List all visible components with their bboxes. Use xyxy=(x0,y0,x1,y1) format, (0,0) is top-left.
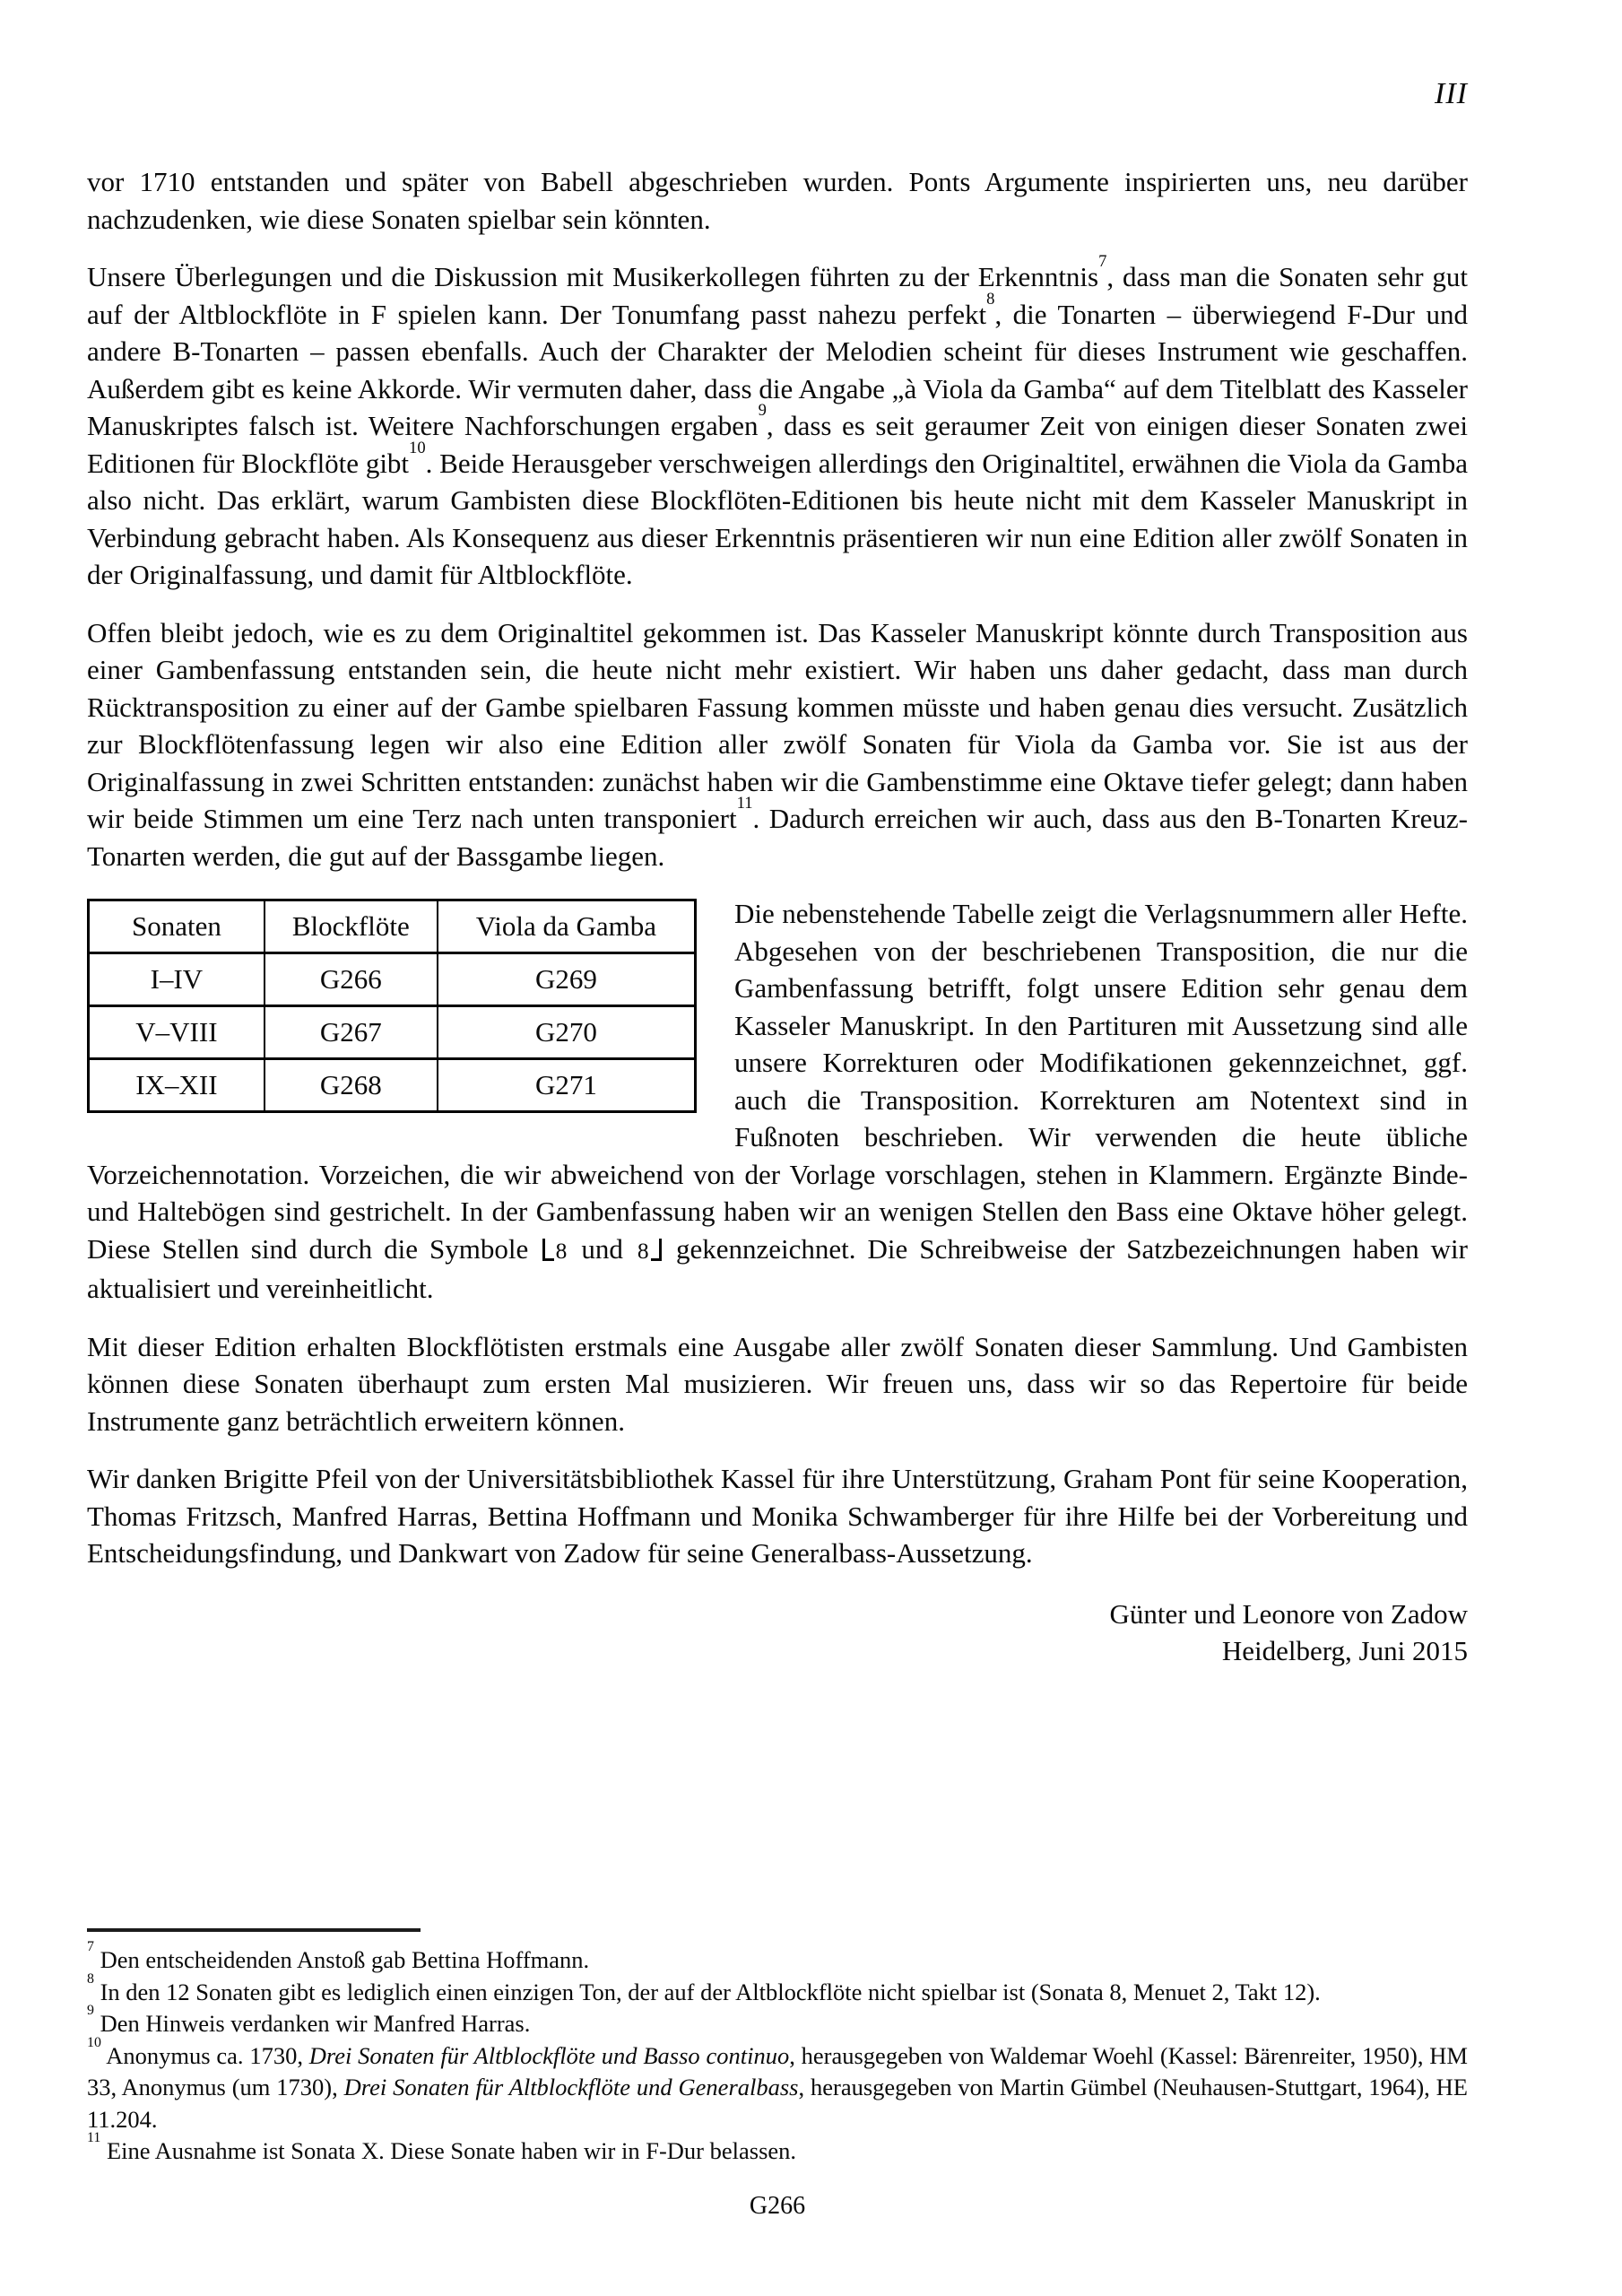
bracket-corner-icon xyxy=(542,1239,553,1261)
footnote-separator-rule xyxy=(87,1928,421,1932)
text-run: Den Hinweis verdanken wir Manfred Harras. xyxy=(100,2010,531,2037)
text-run: Den entscheidenden Anstoß gab Bettina Hoffmann. xyxy=(100,1946,590,1973)
footnote-number: 8 xyxy=(87,1970,94,1987)
paragraph xyxy=(87,252,1469,594)
table-header-cell: Blockflöte xyxy=(265,900,438,953)
text-run: Wir danken Brigitte Pfeil von der Universitätsbibliothek Kassel für ihre Unterstützung, Graham Pont für seine Kooperation, Thomas Fritzsch, Manfred Harras, Bettina Hoffmann und Monika Schwamberger für ihre Hilfe bei der Vorbereitung und Entscheidungsfindung, und Dankwart von Zadow für seine Generalbass-Aussetzung. xyxy=(87,1463,1468,1569)
footnote-reference: 8 xyxy=(986,289,995,309)
footnote-number: 11 xyxy=(87,2130,101,2146)
table-row xyxy=(89,953,696,1006)
table-cell: G266 xyxy=(265,953,438,1006)
bottom-paragraphs xyxy=(87,1328,1468,1572)
text-run: Mit dieser Edition erhalten Blockflötisten erstmals eine Ausgabe aller zwölf Sonaten dieser Sammlung. Und Gambisten können diese Sonaten überhaupt zum ersten Mal musizieren. Wir freuen uns, dass wir so das Repertoire für beide Instrumente ganz beträchtlich erweitern können. xyxy=(87,1330,1468,1437)
footnote xyxy=(87,2003,1468,2040)
italic-title-run: Drei Sonaten für Altblockflöte und Basso continuo xyxy=(308,2041,790,2069)
page-number: III xyxy=(1435,77,1468,110)
text-run: . Dadurch erreichen wir auch, dass aus den B-Tonarten Kreuz-Tonarten werden, die gut auf der Bassgambe liegen. xyxy=(87,803,1468,872)
signature-block xyxy=(87,1596,1468,1670)
paragraph xyxy=(87,1460,1468,1572)
table-cell: G271 xyxy=(438,1059,696,1112)
text-run: , dass es seit geraumer Zeit von einigen dieser Sonaten zwei Editionen für Blockflöte gibt xyxy=(87,410,1469,479)
table-header-cell: Sonaten xyxy=(89,900,265,953)
table-cell: G269 xyxy=(438,953,696,1006)
page-content xyxy=(87,163,1468,1670)
text-run: , herausgegeben von Martin Gümbel (Neuhausen-Stuttgart, 1964), HE 11.204. xyxy=(87,2074,1468,2133)
footnote xyxy=(87,2130,1468,2168)
text-run: Offen bleibt jedoch, wie es zu dem Originaltitel gekommen ist. Das Kasseler Manuskript könnte durch Transposition aus einer Gambenfassung entstanden sein, die heute nicht mehr existiert. Wir haben uns daher gedacht, dass man durch Rücktransposition zu einer auf der Gambe spielbaren Fassung kommen müsste und haben genau dies versucht. Zusätzlich zur Blockflötenfassung legen wir also eine Edition aller zwölf Sonaten für Viola da Gamba vor. Sie ist aus der Originalfassung in zwei Schritten entstanden: zunächst haben wir die Gambenstimme eine Oktave tiefer gelegt; dann haben wir beide Stimmen um eine Terz nach unten transponiert xyxy=(87,616,1468,834)
footnote-number: 9 xyxy=(87,2003,94,2019)
paragraph xyxy=(87,614,1468,875)
footnote xyxy=(87,1970,1468,2009)
table-header-row xyxy=(89,900,696,953)
footnote-number: 7 xyxy=(87,1939,94,1955)
paragraph xyxy=(87,163,1468,238)
text-run: vor 1710 entstanden und später von Babell abgeschrieben wurden. Ponts Argumente inspirierten uns, neu darüber nachzudenken, wie diese Sonaten spielbar sein könnten. xyxy=(87,166,1468,235)
table-cell: IX–XII xyxy=(89,1059,265,1112)
text-run: In den 12 Sonaten gibt es lediglich einen einzigen Ton, der auf der Altblockflöte nicht spielbar ist (Sonata 8, Menuet 2, Takt 12). xyxy=(100,1978,1321,2005)
text-run: . Beide Herausgeber verschweigen allerdings den Originaltitel, erwähnen die Viola da Gamba also nicht. Das erklärt, warum Gambisten diese Blockflöten-Editionen bis heute nicht mit dem Kasseler Manuskript in Verbindung gebracht haben. Als Konsequenz aus dieser Erkenntnis präsentieren wir nun eine Edition aller zwölf Sonaten in der Originalfassung, und damit für Altblockflöte. xyxy=(87,447,1468,590)
table-header-cell: Viola da Gamba xyxy=(438,900,696,953)
signature-place-date: Heidelberg, Juni 2015 xyxy=(1221,1635,1468,1666)
table-row xyxy=(89,1059,696,1112)
top-paragraphs xyxy=(87,163,1468,874)
text-run: Anonymus ca. 1730, xyxy=(106,2041,309,2069)
text-run: , dass man die Sonaten sehr gut auf der Altblockflöte in F spielen kann. Der Tonumfang passt nahezu perfekt xyxy=(87,261,1468,330)
octave-digit: 8 xyxy=(555,1238,568,1264)
octave-bracket-symbol xyxy=(540,1231,569,1271)
text-run: , herausgegeben von Waldemar Woehl (Kassel: Bärenreiter, 1950), HM 33, Anonymus (um 1730), xyxy=(87,2041,1468,2100)
text-run: Unsere Überlegungen und die Diskussion mit Musikerkollegen führten zu der Erkenntnis xyxy=(87,261,1099,292)
text-run: Die nebenstehende Tabelle zeigt die Verlagsnummern aller Hefte. Abgesehen von der beschriebenen Transposition, die nur die Gambenfassung betrifft, folgt unsere Edition sehr genau dem Kasseler Manuskript. In den Partituren mit Aussetzung sind alle unsere Korrekturen oder Modifikationen gekennzeichnet, ggf. auch die Transposition. Korrekturen am Notentext sind in Fußnoten beschrieben. Wir verwenden die heute übliche Vorzeichennotation. Vorzeichen, die wir abweichend von der Vorlage vorschlagen, stehen in Klammern. Ergänzte Binde- und Haltebögen sind gestrichelt. In der Gambenfassung haben wir an wenigen Stellen den Bass eine Oktave höher gelegt. Diese Stellen sind durch die Symbole xyxy=(87,898,1468,1265)
text-run: und xyxy=(569,1232,635,1265)
publication-numbers-table xyxy=(87,899,697,1113)
footnotes-section xyxy=(87,1928,1468,2168)
table-cell: G268 xyxy=(265,1059,438,1112)
bracket-corner-icon xyxy=(651,1239,662,1261)
signature-names: Günter und Leonore von Zadow xyxy=(1109,1597,1468,1630)
footnote xyxy=(87,1939,1468,1977)
table-section xyxy=(87,895,1468,1328)
footnote-list xyxy=(87,1939,1468,2168)
table-cell: V–VIII xyxy=(89,1006,265,1059)
table-row xyxy=(89,1006,696,1059)
octave-bracket-symbol xyxy=(635,1231,664,1271)
footnote-reference: 9 xyxy=(758,401,767,421)
text-run: Eine Ausnahme ist Sonata X. Diese Sonate haben wir in F-Dur belassen. xyxy=(106,2137,797,2164)
text-run: , die Tonarten – überwiegend F-Dur und andere B-Tonarten – passen ebenfalls. Auch der Charakter der Melodien scheint für dieses Instrument wie geschaffen. Außerdem gibt es keine Akkorde. Wir vermuten daher, dass die Angabe „à Viola da Gamba“ auf dem Titelblatt des Kasseler Manuskriptes falsch ist. Weitere Nachforschungen ergaben xyxy=(87,298,1468,441)
plate-number-footer: G266 xyxy=(749,2192,806,2220)
table-cell: I–IV xyxy=(89,953,265,1006)
table-cell: G270 xyxy=(438,1006,696,1059)
octave-digit: 8 xyxy=(637,1238,649,1264)
table-cell: G267 xyxy=(265,1006,438,1059)
paragraph xyxy=(87,1328,1468,1440)
footnote-reference: 10 xyxy=(409,438,426,457)
footnote-reference: 7 xyxy=(1098,252,1107,272)
italic-title-run: Drei Sonaten für Altblockflöte und Generalbass xyxy=(343,2074,799,2100)
footnote-reference: 11 xyxy=(736,794,753,813)
text-run: gekennzeichnet. Die Schreibweise der Satzbezeichnungen haben wir aktualisiert und vereinheitlicht. xyxy=(87,1232,1468,1304)
footnote xyxy=(87,2034,1468,2136)
footnote-number: 10 xyxy=(87,2034,101,2050)
